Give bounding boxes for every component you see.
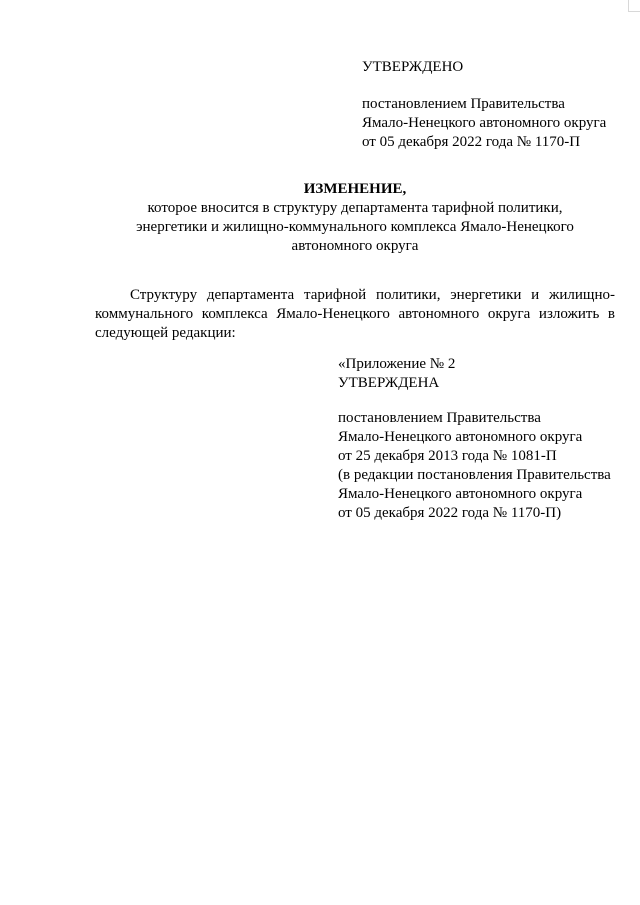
appendix-line: от 05 декабря 2022 года № 1170-П) bbox=[338, 505, 562, 521]
title-line: автономного округа bbox=[291, 238, 419, 254]
title-line: энергетики и жилищно-коммунального комплекса Ямало-Ненецкого bbox=[136, 219, 574, 235]
appendix-line: постановлением Правительства bbox=[338, 410, 541, 426]
appendix-line: от 25 декабря 2013 года № 1081-П bbox=[338, 448, 557, 464]
appendix-stamp: УТВЕРЖДЕНА bbox=[338, 375, 440, 391]
appendix-line: (в редакции постановления Правительства bbox=[338, 467, 611, 483]
approval-line: от 05 декабря 2022 года № 1170-П bbox=[362, 134, 581, 150]
appendix-line: Ямало-Ненецкого автономного округа bbox=[338, 429, 583, 445]
appendix-header-line: «Приложение № 2 bbox=[338, 356, 456, 372]
document-title bbox=[95, 180, 615, 256]
title-heading: ИЗМЕНЕНИЕ, bbox=[303, 181, 407, 197]
approval-line: Ямало-Ненецкого автономного округа bbox=[362, 115, 607, 131]
title-line: которое вносится в структуру департамента тарифной политики, bbox=[147, 200, 563, 216]
appendix-line: Ямало-Ненецкого автономного округа bbox=[338, 486, 583, 502]
appendix-block bbox=[338, 355, 638, 523]
page-corner-fold bbox=[628, 0, 640, 12]
approval-stamp: УТВЕРЖДЕНО bbox=[362, 59, 464, 75]
body-paragraph: Структуру департамента тарифной политики, энергетики и жилищно-коммунального комплекса Ямало-Ненецкого автономного округа изложить в следующей редакции: bbox=[95, 287, 615, 341]
approval-line: постановлением Правительства bbox=[362, 96, 565, 112]
approval-block bbox=[362, 58, 632, 152]
